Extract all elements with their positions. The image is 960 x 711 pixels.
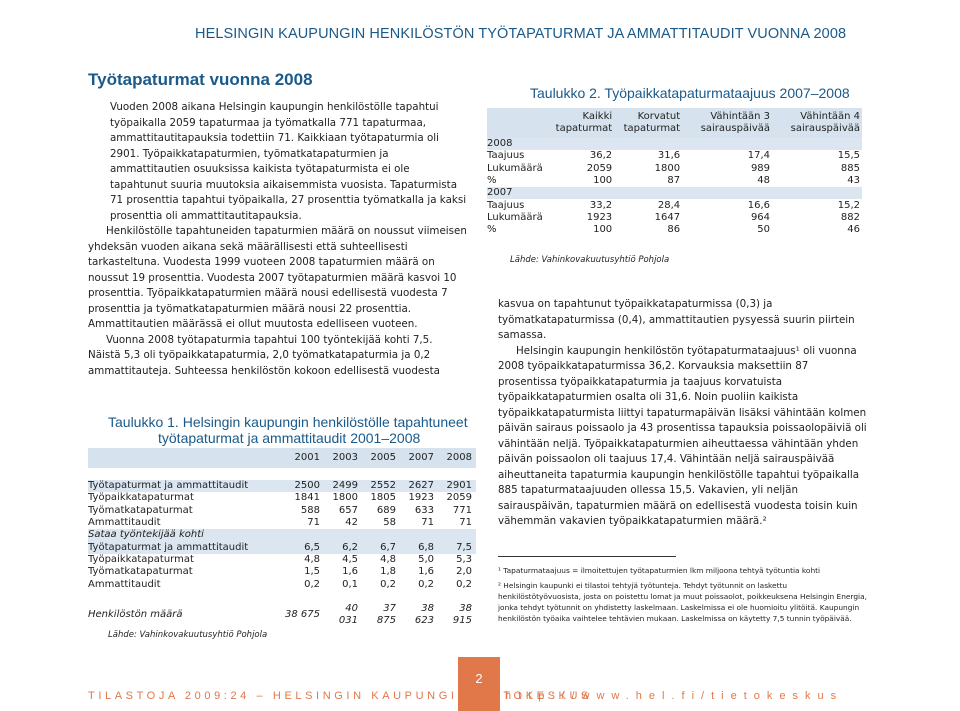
right-paragraph-2: Helsingin kaupungin henkilöstön työtapaturmataajuus¹ oli vuonna 2008 työpaikkatapaturmissa 36,2. Korvauksia maksettiin 87 prosentissa työpaikkatapaturmia ja taajuus korvatuista työpaikkatapaturmien osalta oli 31,6. Noin puoliin kaikista työpaikkatapaturmista liittyi tapaturmapäivän lisäksi vähintään kolmen päivän sairaus poissaolo ja 43 prosentissa tapauksia poissaolopäiviä oli vähintään neljä. Työpaikkatapaturmien aiheuttaessa vähintään yhden päivän poissaolon oli taajuus 17,4. Vähintään neljä sairauspäivää aiheuttaneita tapaturmia kaupungin henkilöstölle tapahtui työpaikalla 885 tapaturmataajuuden ollessa 15,5. Vakavien, yli neljän sairauspäivän, tapaturmien määrä on edellisestä vuodesta toisin kuin vähemmän vakavien työpaikkatapaturmien määrä.² [498,344,867,527]
table-row [88,517,476,529]
row-label: Työpaikkatapaturmat [88,553,194,565]
table2-col-header: Vähintään 4 sairauspäivää [772,108,862,138]
cell: 4,5 [342,553,358,565]
table-row [88,541,476,553]
cell: 1841 [294,492,320,504]
cell: 885 [840,162,860,174]
table1-year: 2001 [276,448,324,468]
cell: 2500 [276,480,324,492]
cell: 16,6 [747,199,771,211]
table2-col-header: Kaikki tapaturmat [546,108,614,138]
cell: 15,2 [837,199,860,211]
cell: 46 [847,224,860,236]
row-label: Työmatkatapaturmat [88,566,193,578]
row-label: Lukumäärä [487,162,543,174]
row-label: % [487,175,497,187]
table1-source: Lähde: Vahinkovakuutusyhtiö Pohjola [108,630,268,640]
cell: 0,2 [456,578,472,590]
table1-staff-row [88,603,476,627]
cell: 71 [307,517,320,529]
cell: 38 623 [414,602,434,626]
cell: 2,0 [456,566,472,578]
cell: 31,6 [657,150,681,162]
table-row [487,212,862,224]
footnote-divider [498,556,676,557]
page-header [0,0,960,60]
left-body [88,100,468,379]
row-label: Työpaikkatapaturmat [88,492,194,504]
cell: 588 [300,504,320,516]
table-row [88,566,476,578]
cell: 1800 [332,492,358,504]
table1 [88,448,476,627]
table-row [88,554,476,566]
table2-source: Lähde: Vahinkovakuutusyhtiö Pohjola [510,255,670,265]
table1-year: 2008 [438,448,476,468]
cell: 33,2 [589,199,613,211]
table2-col-header: Korvatut tapaturmat [614,108,682,138]
table2-year-row [487,187,862,199]
year-label: 2007 [487,187,862,199]
table-row [487,163,862,175]
table2 [487,108,862,236]
cell: 2059 [446,492,472,504]
cell: 1923 [408,492,434,504]
right-body [498,297,870,530]
cell: 771 [452,504,472,516]
cell: 1805 [370,492,396,504]
table1-header-row [88,448,476,468]
table-row [487,199,862,211]
cell: 1800 [654,162,681,174]
footnote-1: ¹ Tapaturmataajuus = ilmoitettujen työtapaturmien lkm miljoona tehtyä työtuntia kohti [498,566,821,575]
table1-title [108,414,478,446]
cell: 40 031 [338,602,358,626]
left-paragraph-1: Vuoden 2008 aikana Helsingin kaupungin henkilöstölle tapahtui työpaikalla 2059 tapaturmaa ja työmatkalla 771 tapaturmaa, ammattitautitapauksia todettiin 71. Kaikkiaan työtapaturmia oli 2901. Työpaikkatapaturmien, työmatkatapaturmien ja ammattitautien osuuksissa kaikista työtapaturmista ei ole tapahtunut suuria muutoksia aikaisemmista vuosista. Tapaturmista 71 prosenttia tapahtui työpaikalla, 27 prosenttia työmatkalla ja kaksi prosenttia oli ammattitautitapauksia. [110,101,467,222]
left-column [88,70,468,379]
cell: 6,7 [362,541,400,553]
table-row [88,578,476,590]
cell: 71 [421,517,434,529]
table-row [487,150,862,162]
table2-col-header: Vähintään 3 sairauspäivää [682,108,772,138]
cell: 36,2 [589,150,613,162]
cell: 6,2 [324,541,362,553]
right-column [498,297,870,530]
footnote-2: ² Helsingin kaupunki ei tilastoi tehtyjä työtunteja. Tehdyt työtunnit on laskettu henkilöstötyövuosista, josta on poistettu lomat ja muut poissaolot, poikkeuksena Helsingin Energia, jonka tehdyt työtunnit on yhdistetty laskelmaan. Laskelmissa ei ole huomioitu ylitöitä. Kaupungin henkilöstön työaika vaihtelee tehtävien mukaan. Laskelmissa on käytetty 7,5 tunnin työpäivää. [498,581,867,623]
cell: 1,5 [304,566,320,578]
cell: 2901 [438,480,476,492]
cell: 1647 [654,211,681,223]
cell: 2627 [400,480,438,492]
table2-year-row [487,138,862,150]
right-paragraph-1: kasvua on tapahtunut työpaikkatapaturmissa (0,3) ja työmatkatapaturmissa (0,4), ammattitautien pysyessä suurin piirtein samassa. [498,298,855,341]
table1-subheading: Sataa työntekijää kohti [88,529,476,541]
cell: 86 [667,224,681,236]
cell: 6,8 [400,541,438,553]
row-label: Työtapaturmat ja ammattitaudit [88,480,276,492]
cell: 7,5 [438,541,476,553]
row-label: Ammattitaudit [88,578,161,590]
cell: 2059 [586,162,613,174]
cell: 0,1 [342,578,358,590]
footnotes [498,556,870,628]
cell: 1,6 [342,566,358,578]
table-row [487,224,862,236]
cell: 48 [757,175,771,187]
cell: 882 [840,211,860,223]
cell: 87 [667,175,681,187]
table1-year: 2005 [362,448,400,468]
row-label: Ammattitaudit [88,517,161,529]
cell: 6,5 [276,541,324,553]
row-label: Taajuus [487,150,525,162]
cell: 50 [757,224,771,236]
cell: 38 915 [452,602,472,626]
footer-url-link[interactable]: http://www.hel.fi/tietokeskus [505,690,844,702]
row-label: Työtapaturmat ja ammattitaudit [88,541,276,553]
cell: 1,6 [418,566,434,578]
footer-publication: TILASTOJA 2009:24 – HELSINGIN KAUPUNGIN TIETOKESKUS [88,690,592,702]
left-paragraph-3: Vuonna 2008 työtapaturmia tapahtui 100 työntekijää kohti 7,5. Näistä 5,3 oli työpaikkatapaturmia, 2,0 työmatkatapaturmia ja 0,2 ammattitauteja. Suhteessa henkilöstön kokoon edellisestä vuodesta [88,333,440,377]
table1-subheading-row [88,529,476,541]
table1-year: 2003 [324,448,362,468]
cell: 1,8 [380,566,396,578]
cell: 38 675 [285,608,320,620]
cell: 1923 [586,211,613,223]
left-paragraph-2: Henkilöstölle tapahtuneiden tapaturmien määrä on noussut viimeisen yhdeksän vuoden aikana sekä määrällisesti että suhteellisesti tarkasteltuna. Vuodesta 1999 vuoteen 2008 tapaturmien määrä on noussut 19 prosenttia. Vuodesta 2007 työtapaturmien määrä kasvoi 10 prosenttia. Työpaikkatapaturmien määrä nousi edellisestä vuodesta 7 prosenttia ja työmatkatapaturmien määrä nousi 22 prosenttia. Ammattitautien määrässä ei ollut muutosta edelliseen vuoteen. [88,225,467,330]
row-label: % [487,224,497,236]
cell: 2552 [362,480,400,492]
cell: 2499 [324,480,362,492]
row-label: Taajuus [487,199,525,211]
cell: 4,8 [380,553,396,565]
table-row [88,505,476,517]
header-title: HELSINGIN KAUPUNGIN HENKILÖSTÖN TYÖTAPATURMAT JA AMMATTITAUDIT VUONNA 2008 [195,26,847,42]
cell: 0,2 [418,578,434,590]
table2-header-row [487,108,862,138]
row-label: Työmatkatapaturmat [88,504,193,516]
table1-title-line1: Taulukko 1. Helsingin kaupungin henkilöstölle tapahtuneet [108,414,468,430]
cell: 42 [345,517,358,529]
cell: 28,4 [657,199,681,211]
cell: 0,2 [304,578,320,590]
table-row [487,175,862,187]
table-row [88,492,476,504]
table-row [88,480,476,492]
cell: 15,5 [837,150,860,162]
year-label: 2008 [487,138,862,150]
cell: 689 [376,504,396,516]
cell: 71 [459,517,472,529]
cell: 58 [383,517,396,529]
page-number-box [458,657,500,711]
cell: 633 [414,504,434,516]
cell: 100 [593,175,613,187]
table1-title-line2: työtapaturmat ja ammattitaudit 2001–2008 [158,430,421,446]
table1-year: 2007 [400,448,438,468]
cell: 43 [847,175,860,187]
row-label: Henkilöstön määrä [88,608,183,620]
cell: 989 [750,162,771,174]
cell: 5,0 [418,553,434,565]
section-title: Työtapaturmat vuonna 2008 [88,70,313,89]
page-number: 2 [475,671,483,686]
cell: 964 [750,211,771,223]
cell: 4,8 [304,553,320,565]
cell: 0,2 [380,578,396,590]
table2-title: Taulukko 2. Työpaikkatapaturmataajuus 2007–2008 [530,85,850,101]
row-label: Lukumäärä [487,211,543,223]
cell: 37 875 [376,602,396,626]
cell: 657 [338,504,358,516]
cell: 100 [593,224,613,236]
cell: 5,3 [456,553,472,565]
cell: 17,4 [747,150,771,162]
